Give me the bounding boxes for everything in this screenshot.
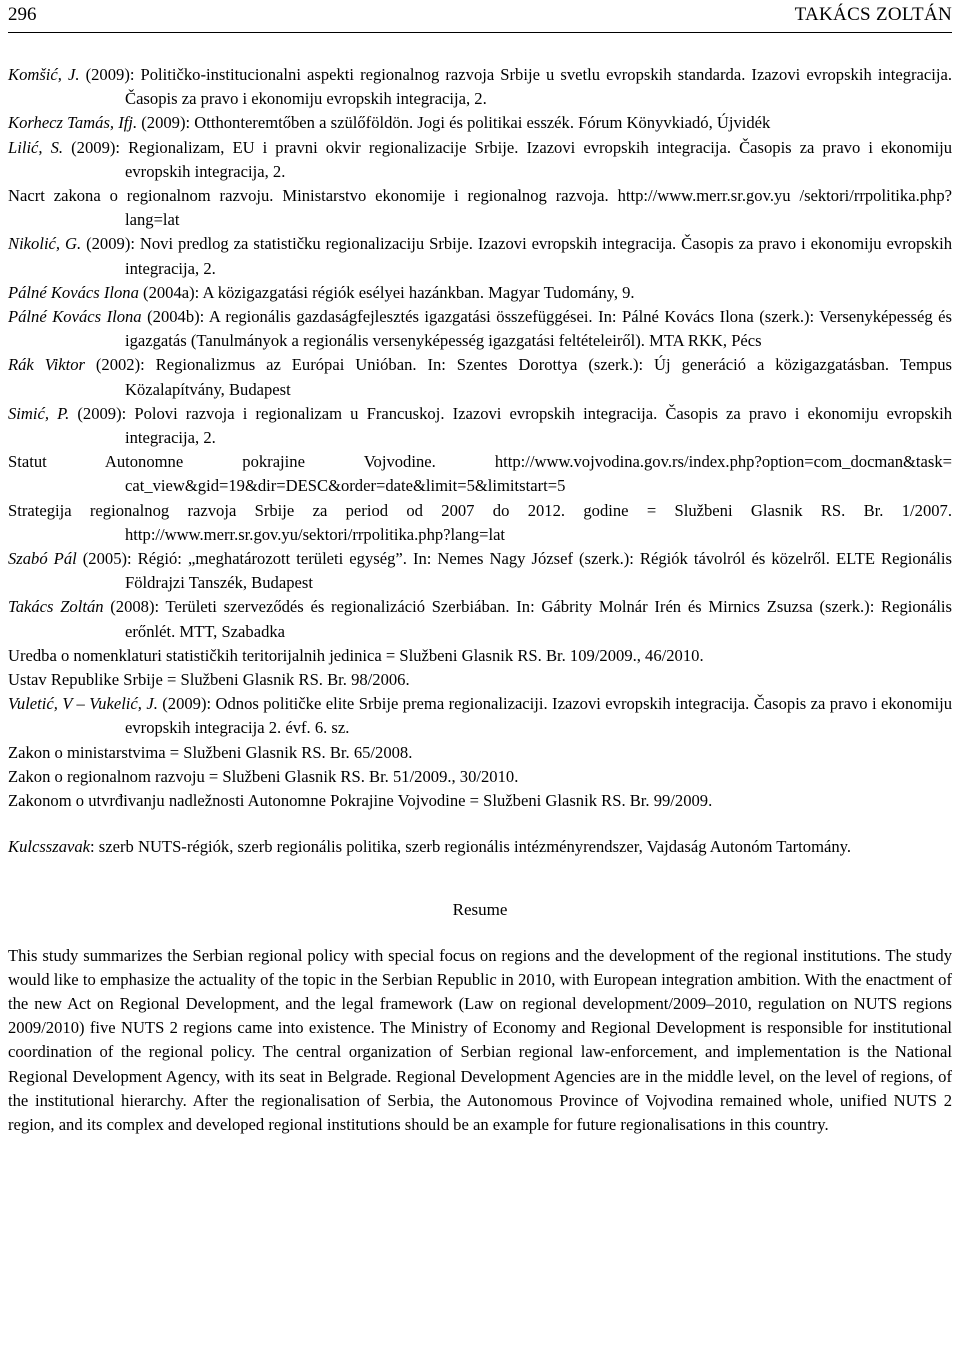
reference-text: (2002): Regionalizmus az Európai Unióban. In: Szentes Dorottya (szerk.): Új generáció a közigazgatásban. Tempus Közalapítvány, Budapest <box>84 355 952 399</box>
resume-heading: Resume <box>452 899 508 919</box>
reference-text: (2004b): A regionális gazdaságfejlesztés igazgatási összefüggései. In: Pálné Kovács Ilona (szerk.): Versenyképesség és igazgatás (Tanulmányok a regionális versenyképesség igazgatási feltételeiről). MTA RKK, Pécs <box>125 307 952 351</box>
reference-text: (2009): Političko-institucionalni aspekti regionalnog razvoja Srbije u svetlu evropskih standarda. Izazovi evropskih integracija. Časopis za pravo i ekonomiju evropskih integracija, 2. <box>79 65 952 109</box>
reference-text: Ustav Republike Srbije = Službeni Glasnik RS. Br. 98/2006. <box>8 670 410 690</box>
reference-author: Korhecz Tamás, Ifj. <box>8 113 138 133</box>
reference-text: Zakon o ministarstvima = Službeni Glasnik RS. Br. 65/2008. <box>8 742 413 762</box>
reference-text: (2009): Novi predlog za statističku regionalizaciju Srbije. Izazovi evropskih integracija. Časopis za pravo i ekonomiju evropskih integracija, 2. <box>81 234 952 278</box>
reference-item <box>8 692 952 740</box>
reference-item <box>8 668 952 692</box>
reference-text: (2005): Régió: „meghatározott területi egység”. In: Nemes Nagy József (szerk.): Régiók távolról és közelről. ELTE Regionális Földrajzi Tanszék, Budapest <box>76 549 952 593</box>
reference-item <box>8 184 952 232</box>
reference-item <box>8 741 952 765</box>
keywords-label: Kulcsszavak <box>8 837 91 857</box>
reference-author: Pálné Kovács Ilona <box>8 282 139 302</box>
reference-text: Zakon o regionalnom razvoju = Službeni Glasnik RS. Br. 51/2009., 30/2010. <box>8 766 519 786</box>
reference-item <box>8 136 952 184</box>
reference-text: Strategija regionalnog razvoja Srbije za period od 2007 do 2012. godine = Službeni Glasnik RS. Br. 1/2007. http://www.merr.sr.gov.yu/sektori/rrpolitika.php?lang=lat <box>8 500 952 544</box>
running-title: TAKÁCS ZOLTÁN <box>794 4 952 25</box>
reference-author: Takács Zoltán <box>8 597 104 617</box>
page-header <box>8 0 952 33</box>
reference-item <box>8 402 952 450</box>
reference-item <box>8 450 952 498</box>
reference-item <box>8 232 952 280</box>
reference-item <box>8 789 952 813</box>
reference-author: Nikolić, G. <box>8 234 82 254</box>
reference-text: (2009): Regionalizam, EU i pravni okvir regionalizacije Srbije. Izazovi evropskih integracija. Časopis za pravo i ekonomiju evropskih integracija, 2. <box>63 137 952 181</box>
reference-author: Rák Viktor <box>8 355 85 375</box>
reference-text: Zakonom o utvrđivanju nadležnosti Autonomne Pokrajine Vojvodine = Službeni Glasnik RS. Br. 99/2009. <box>8 791 713 811</box>
reference-author: Simić, P. <box>8 403 70 423</box>
reference-text: Uredba o nomenklaturi statističkih teritorijalnih jedinica = Službeni Glasnik RS. Br. 109/2009., 46/2010. <box>8 645 704 665</box>
reference-item <box>8 765 952 789</box>
reference-text: Statut Autonomne pokrajine Vojvodine. http://www.vojvodina.gov.rs/index.php?option=com_docman&task= cat_view&gid=19&dir=DESC&order=date&limit=5&limitstart=5 <box>8 452 952 496</box>
resume-body: This study summarizes the Serbian regional policy with special focus on regions and the development of the regional institutions. The study would like to emphasize the actuality of the topic in the Serbian Republic in 2010, with European integration ambition. With the enactment of the new Act on Regional Development, and the legal framework (Law on regional development/2009–2010, regulation on NUTS regions 2009/2010) five NUTS 2 regions came into existence. The Ministry of Economy and Regional Development is responsible for institutional coordination of the regional policy. The central organization of Serbian regional law-enforcement, and implementation is the National Regional Development Agency, with its seat in Belgrade. Regional Development Agencies are in the middle level, on the level of regions, of the institutional hierarchy. After the regionalisation of Serbia, the Autonomous Province of Vojvodina remained whole, unified NUTS 2 region, and its complex and developed regional institutions should be an example for future regionalisations in this country. <box>8 945 952 1134</box>
page-number: 296 <box>8 4 37 25</box>
reference-text: (2004a): A közigazgatási régiók esélyei hazánkban. Magyar Tudomány, 9. <box>138 282 635 302</box>
reference-author: Lilić, S. <box>8 137 64 157</box>
reference-item <box>8 595 952 643</box>
reference-author: Pálné Kovács Ilona <box>8 307 142 327</box>
reference-list <box>8 63 952 813</box>
reference-text: (2009): Odnos političke elite Srbije prema regionalizaciji. Izazovi evropskih integracija. Časopis za pravo i ekonomiju evropskih integracija 2. évf. 6. sz. <box>125 694 952 738</box>
reference-item <box>8 644 952 668</box>
reference-author: Szabó Pál <box>8 549 77 569</box>
reference-item <box>8 111 952 135</box>
reference-item <box>8 305 952 353</box>
reference-item <box>8 353 952 401</box>
reference-text: Nacrt zakona o regionalnom razvoju. Ministarstvo ekonomije i regionalnog razvoja. http://www.merr.sr.gov.yu /sektori/rrpolitika.php?lang=lat <box>8 186 952 230</box>
reference-item <box>8 499 952 547</box>
reference-author: Komšić, J. <box>8 65 80 84</box>
keywords-paragraph <box>8 835 952 859</box>
reference-text: (2008): Területi szerveződés és regionalizáció Szerbiában. In: Gábrity Molnár Irén és Mirnics Zsuzsa (szerk.): Regionális erőnlét. MTT, Szabadka <box>103 597 952 641</box>
reference-item <box>8 547 952 595</box>
reference-text: (2009): Polovi razvoja i regionalizam u Francuskoj. Izazovi evropskih integracija. Časopis za pravo i ekonomiju evropskih integracija, 2. <box>69 403 952 448</box>
reference-author: Vuletić, V – Vukelić, J. <box>8 694 158 714</box>
reference-text: (2009): Otthonteremtőben a szülőföldön. Jogi és politikai esszék. Fórum Könyvkiadó, Újvidék <box>137 113 771 133</box>
reference-item <box>8 63 952 111</box>
reference-item <box>8 281 952 305</box>
keywords-text: : szerb NUTS-régiók, szerb regionális politika, szerb regionális intézményrendszer, Vajdaság Autonóm Tartomány. <box>90 837 852 857</box>
